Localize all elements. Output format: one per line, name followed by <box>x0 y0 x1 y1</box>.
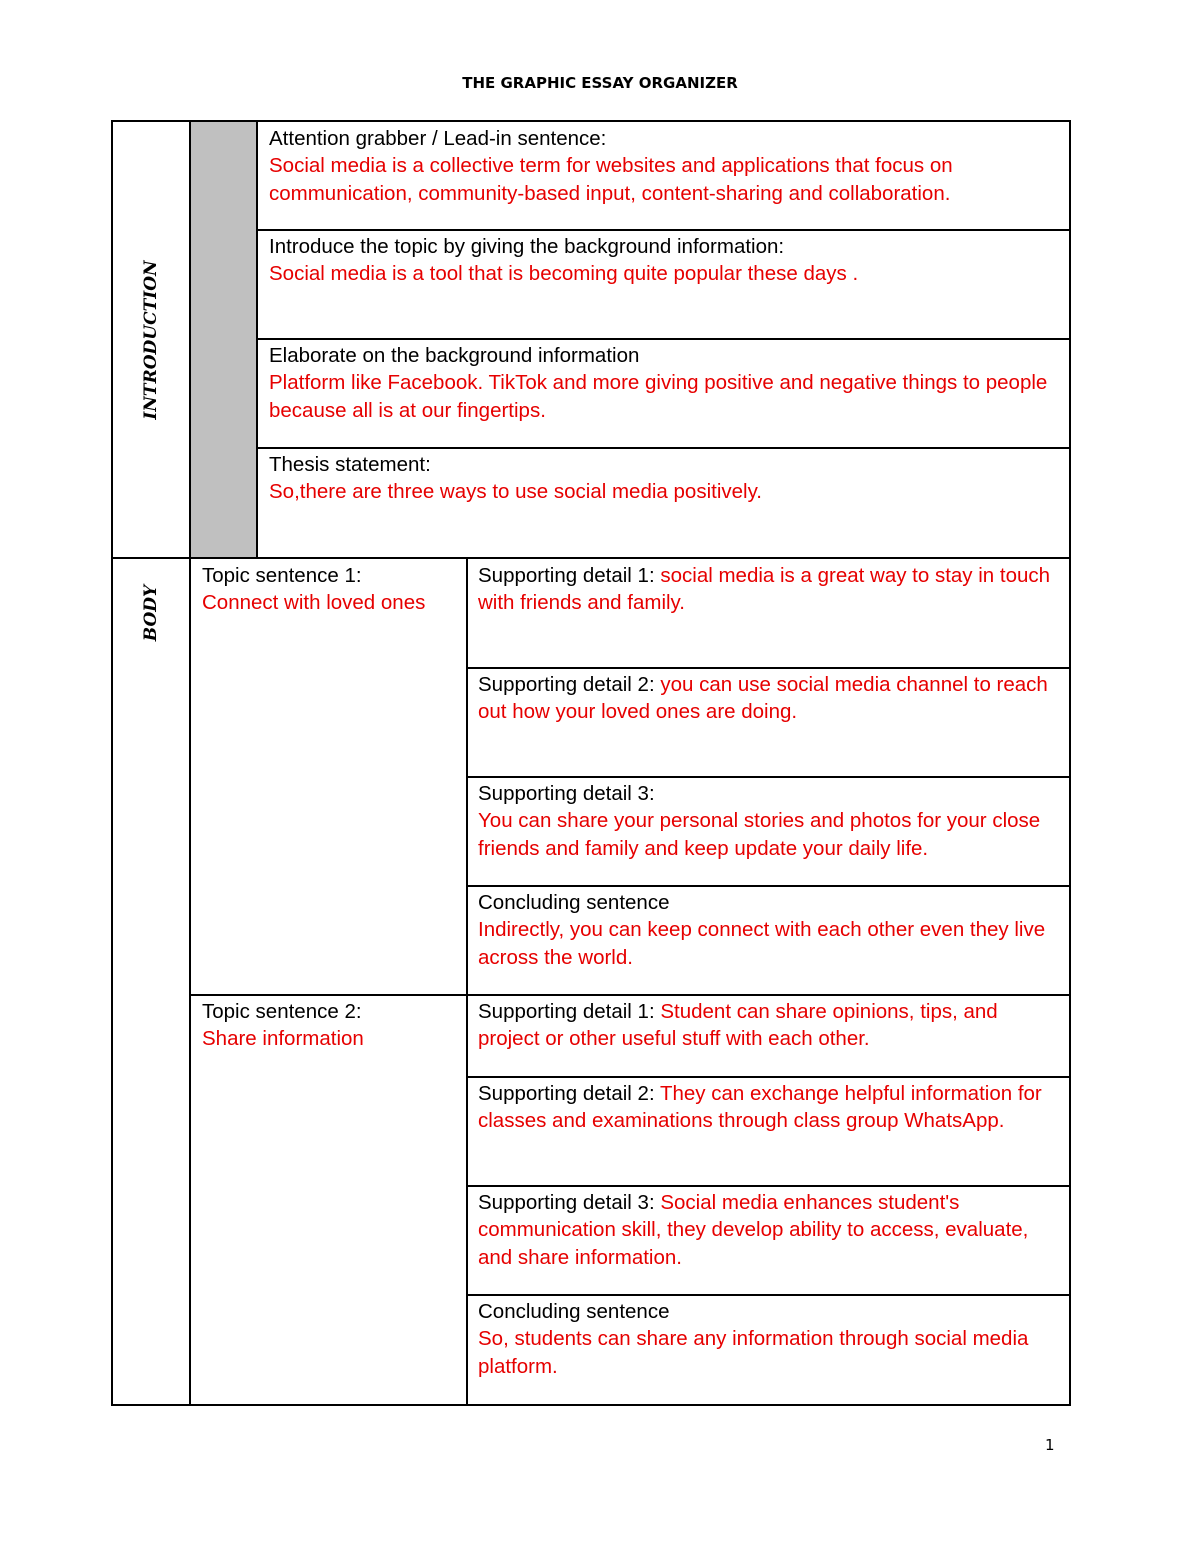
detail-text: Indirectly, you can keep connect with each other even they live across the world. <box>478 918 1046 969</box>
detail-label: Supporting detail 2: <box>478 673 661 696</box>
topic-sentence-2 <box>190 995 468 1404</box>
topic2-concluding <box>467 1295 1070 1404</box>
topic1-detail-1 <box>467 559 1070 669</box>
detail-label: Supporting detail 3: <box>478 1191 661 1214</box>
intro-row-text: Platform like Facebook. TikTok and more giving positive and negative things to people because all is at our fingertips. <box>269 371 1048 422</box>
detail-text: social media is a great way to stay in touch with friends and family. <box>478 564 1051 615</box>
topic-label: Topic sentence 2: <box>202 1000 362 1023</box>
body-label-cell <box>111 557 191 1406</box>
page-number: 1 <box>1045 1436 1055 1454</box>
detail-text: So, students can share any information through social media platform. <box>478 1327 1029 1378</box>
topic2-detail-2 <box>467 1077 1070 1187</box>
detail-label: Supporting detail 3: <box>478 782 655 805</box>
intro-row-elaborate <box>256 339 1070 449</box>
topic1-concluding <box>467 886 1070 996</box>
detail-text: Student can share opinions, tips, and project or other useful stuff with each other. <box>478 1000 998 1051</box>
topic1-detail-3 <box>467 777 1070 887</box>
detail-text: You can share your personal stories and photos for your close friends and family and keep update your daily life. <box>478 809 1041 860</box>
detail-text: you can use social media channel to reach out how your loved ones are doing. <box>478 673 1048 724</box>
detail-label: Supporting detail 1: <box>478 1000 661 1023</box>
intro-row-label: Thesis statement: <box>269 453 431 476</box>
detail-label: Supporting detail 2: <box>478 1082 660 1105</box>
topic-sentence-1 <box>190 559 468 996</box>
topic2-detail-1 <box>467 995 1070 1078</box>
intro-row-text: Social media is a collective term for websites and applications that focus on communication, community-based input, content-sharing and collaboration. <box>269 154 953 205</box>
intro-row-label: Attention grabber / Lead-in sentence: <box>269 127 607 150</box>
topic1-detail-2 <box>467 668 1070 778</box>
detail-label: Concluding sentence <box>478 1300 670 1323</box>
topic-label: Topic sentence 1: <box>202 564 362 587</box>
page-title: THE GRAPHIC ESSAY ORGANIZER <box>462 74 738 92</box>
intro-row-text: So,there are three ways to use social media positively. <box>269 480 763 504</box>
intro-row-label: Introduce the topic by giving the background information: <box>269 235 785 258</box>
intro-row-thesis <box>256 448 1070 558</box>
introduction-shaded-column <box>190 121 257 558</box>
intro-row-background <box>256 230 1070 340</box>
topic2-detail-3 <box>467 1186 1070 1296</box>
detail-label: Supporting detail 1: <box>478 564 661 587</box>
topic-text: Connect with loved ones <box>202 591 426 615</box>
intro-row-attention-grabber <box>256 121 1070 231</box>
topic-text: Share information <box>202 1027 364 1051</box>
detail-text: Social media enhances student's communication skill, they develop ability to access, evaluate, and share information. <box>478 1191 1029 1269</box>
detail-text: They can exchange helpful information for classes and examinations through class group WhatsApp. <box>478 1082 1042 1133</box>
body-label: BODY <box>141 584 161 642</box>
intro-row-text: Social media is a tool that is becoming quite popular these days . <box>269 262 859 286</box>
intro-row-label: Elaborate on the background information <box>269 344 640 367</box>
introduction-label: INTRODUCTION <box>141 260 161 420</box>
detail-label: Concluding sentence <box>478 891 670 914</box>
